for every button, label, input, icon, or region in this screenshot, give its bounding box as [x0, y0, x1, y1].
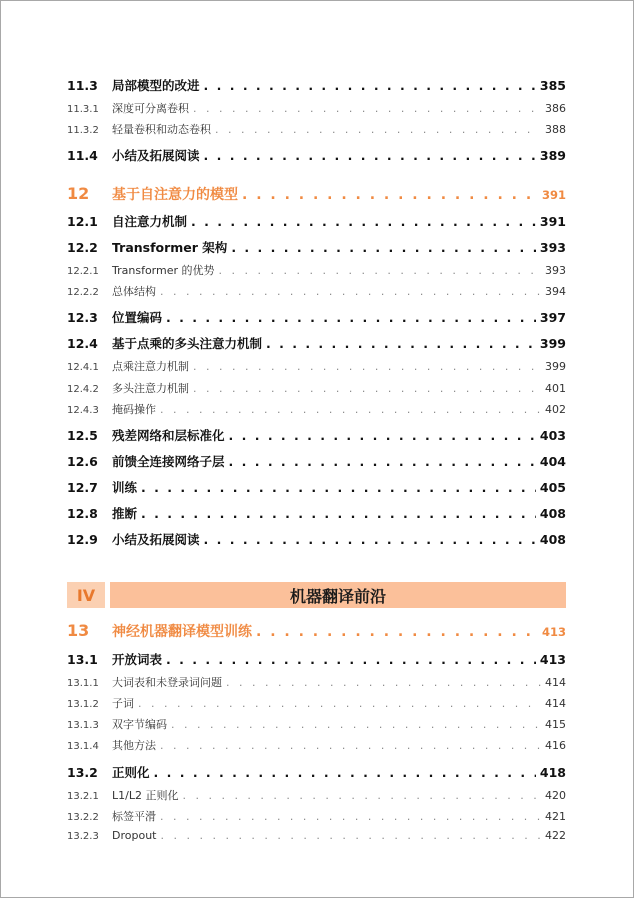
toc-leader-dots [166, 652, 536, 667]
toc-entry-subsection[interactable] [67, 401, 566, 417]
toc-entry-number: 12.2.2 [67, 287, 99, 298]
toc-leader-dots [193, 102, 541, 115]
toc-entry-title: 开放词表 [112, 652, 163, 667]
toc-entry-number: 12.3 [67, 310, 98, 325]
toc-entry-number: 12.4 [67, 336, 98, 351]
toc-entry-page: 408 [539, 506, 566, 521]
toc-entry-number: 13.2.2 [67, 812, 99, 823]
toc-entry-title: 点乘注意力机制 [112, 360, 189, 373]
toc-entry-page: 401 [545, 382, 566, 395]
toc-entry-page: 399 [539, 336, 566, 351]
toc-entry-title: Transformer 的优势 [112, 264, 215, 277]
toc-entry-section[interactable] [67, 212, 566, 230]
toc-entry-number: 11.3.1 [67, 104, 99, 115]
toc-entry-subsection[interactable] [67, 829, 566, 842]
toc-entry-subsection[interactable] [67, 283, 566, 299]
toc-entry-number: 13.1.3 [67, 720, 99, 731]
toc-entry-title: 前馈全连接网络子层 [112, 454, 225, 469]
toc-entry-page: 404 [539, 454, 566, 469]
toc-entry-number: 12.4.1 [67, 362, 99, 373]
toc-leader-dots [204, 78, 536, 93]
toc-entry-title: 残差网络和层标准化 [112, 428, 225, 443]
part-title: 机器翻译前沿 [110, 582, 566, 608]
toc-leader-dots [160, 403, 541, 416]
toc-entry-page: 414 [545, 697, 566, 710]
toc-entry-title: 基于点乘的多头注意力机制 [112, 336, 263, 351]
toc-entry-title: 小结及拓展阅读 [112, 148, 200, 163]
toc-entry-page: 413 [541, 625, 566, 639]
toc-leader-dots [141, 506, 536, 521]
toc-entry-page: 416 [545, 739, 566, 752]
toc-entry-title: 神经机器翻译模型训练 [112, 624, 252, 640]
toc-entry-title: 基于自注意力的模型 [112, 187, 238, 203]
toc-entry-number: 12.7 [67, 480, 98, 495]
toc-entry-page: 418 [539, 765, 566, 780]
toc-entry-section[interactable] [67, 426, 566, 444]
toc-entry-page: 391 [541, 188, 566, 202]
part-number: IV [67, 582, 105, 608]
toc-entry-number: 12.1 [67, 214, 98, 229]
toc-entry-section[interactable] [67, 530, 566, 548]
toc-entry-subsection[interactable] [67, 808, 566, 824]
toc-entry-number: 12.9 [67, 532, 98, 547]
toc-entry-number: 13.1.4 [67, 741, 99, 752]
toc-entry-title: 小结及拓展阅读 [112, 532, 200, 547]
toc-leader-dots [204, 532, 536, 547]
toc-entry-page: 420 [545, 789, 566, 802]
toc-leader-dots [204, 148, 536, 163]
toc-entry-page: 402 [545, 403, 566, 416]
toc-entry-page: 393 [545, 264, 566, 277]
toc-entry-number: 12.4.2 [67, 384, 99, 395]
toc-entry-title: 大词表和未登录词问题 [112, 676, 222, 689]
toc-leader-dots [182, 789, 541, 802]
toc-entry-number: 11.4 [67, 148, 98, 163]
toc-entry-number: 13.1.2 [67, 699, 99, 710]
toc-entry-number: 13 [67, 621, 90, 640]
toc-entry-title: Transformer 架构 [112, 240, 228, 255]
toc-entry-number: 12.2.1 [67, 266, 99, 277]
toc-entry-chapter[interactable] [67, 621, 566, 641]
toc-leader-dots [256, 624, 538, 640]
toc-leader-dots [266, 336, 536, 351]
toc-entry-page: 397 [539, 310, 566, 325]
toc-entry-title: 轻量卷积和动态卷积 [112, 123, 211, 136]
toc-entry-title: L1/L2 正则化 [112, 789, 179, 802]
toc-leader-dots [193, 382, 541, 395]
toc-leader-dots [171, 718, 541, 731]
toc-entry-page: 394 [545, 285, 566, 298]
toc-entry-page: 415 [545, 718, 566, 731]
toc-entry-subsection[interactable] [67, 787, 566, 803]
toc-entry-page: 385 [539, 78, 566, 93]
toc-leader-dots [219, 264, 541, 277]
toc-entry-number: 13.1.1 [67, 678, 99, 689]
toc-entry-section[interactable] [67, 478, 566, 496]
toc-entry-subsection[interactable] [67, 100, 566, 116]
toc-entry-title: 深度可分离卷积 [112, 102, 189, 115]
toc-entry-section[interactable] [67, 308, 566, 326]
toc-entry-section[interactable] [67, 238, 566, 256]
toc-leader-dots [229, 454, 536, 469]
toc-entry-page: 405 [539, 480, 566, 495]
toc-entry-number: 11.3.2 [67, 125, 99, 136]
toc-entry-number: 12.2 [67, 240, 98, 255]
toc-leader-dots [231, 240, 536, 255]
toc-leader-dots [193, 360, 541, 373]
toc-entry-title: Dropout [112, 829, 157, 842]
toc-leader-dots [154, 765, 536, 780]
toc-entry-page: 422 [545, 829, 566, 842]
toc-entry-number: 12 [67, 184, 90, 203]
toc-entry-title: 正则化 [112, 765, 150, 780]
toc-entry-page: 391 [539, 214, 566, 229]
toc-entry-page: 399 [545, 360, 566, 373]
toc-entry-subsection[interactable] [67, 737, 566, 753]
toc-entry-title: 局部模型的改进 [112, 78, 200, 93]
toc-entry-subsection[interactable] [67, 358, 566, 374]
toc-leader-dots [160, 829, 541, 842]
toc-entry-title: 标签平滑 [112, 810, 156, 823]
toc-entry-title: 双字节编码 [112, 718, 167, 731]
toc-leader-dots [191, 214, 536, 229]
toc-leader-dots [138, 697, 541, 710]
toc-entry-page: 408 [539, 532, 566, 547]
toc-entry-subsection[interactable] [67, 121, 566, 137]
toc-entry-section[interactable] [67, 334, 566, 352]
toc-entry-title: 总体结构 [112, 285, 156, 298]
toc-entry-chapter[interactable] [67, 184, 566, 204]
toc-entry-page: 393 [539, 240, 566, 255]
toc-leader-dots [160, 285, 541, 298]
toc-entry-section[interactable] [67, 763, 566, 781]
toc-leader-dots [141, 480, 536, 495]
toc-entry-title: 推断 [112, 506, 138, 521]
toc-entry-page: 414 [545, 676, 566, 689]
toc-entry-page: 389 [539, 148, 566, 163]
toc-leader-dots [242, 187, 538, 203]
toc-entry-subsection[interactable] [67, 716, 566, 732]
toc-leader-dots [215, 123, 541, 136]
toc-entry-section[interactable] [67, 452, 566, 470]
toc-entry-title: 训练 [112, 480, 138, 495]
toc-leader-dots [229, 428, 536, 443]
toc-entry-number: 13.1 [67, 652, 98, 667]
toc-entry-section[interactable] [67, 146, 566, 164]
toc-entry-title: 掩码操作 [112, 403, 156, 416]
toc-entry-subsection[interactable] [67, 674, 566, 690]
toc-entry-section[interactable] [67, 650, 566, 668]
toc-entry-page: 386 [545, 102, 566, 115]
toc-entry-section[interactable] [67, 76, 566, 94]
toc-entry-number: 13.2.3 [67, 831, 99, 842]
toc-leader-dots [160, 810, 541, 823]
toc-entry-page: 403 [539, 428, 566, 443]
toc-entry-number: 12.5 [67, 428, 98, 443]
toc-entry-number: 12.6 [67, 454, 98, 469]
toc-entry-subsection[interactable] [67, 380, 566, 396]
toc-entry-title: 子词 [112, 697, 134, 710]
toc-entry-subsection[interactable] [67, 695, 566, 711]
toc-entry-number: 13.2 [67, 765, 98, 780]
toc-entry-page: 413 [539, 652, 566, 667]
toc-leader-dots [166, 310, 536, 325]
toc-leader-dots [226, 676, 541, 689]
toc-entry-number: 12.8 [67, 506, 98, 521]
toc-entry-subsection[interactable] [67, 262, 566, 278]
toc-entry-title: 位置编码 [112, 310, 163, 325]
toc-entry-page: 421 [545, 810, 566, 823]
toc-entry-number: 12.4.3 [67, 405, 99, 416]
toc-entry-number: 13.2.1 [67, 791, 99, 802]
toc-entry-page: 388 [545, 123, 566, 136]
toc-entry-section[interactable] [67, 504, 566, 522]
toc-leader-dots [160, 739, 541, 752]
toc-entry-title: 多头注意力机制 [112, 382, 189, 395]
toc-entry-title: 其他方法 [112, 739, 156, 752]
toc-entry-number: 11.3 [67, 78, 98, 93]
toc-entry-title: 自注意力机制 [112, 214, 188, 229]
